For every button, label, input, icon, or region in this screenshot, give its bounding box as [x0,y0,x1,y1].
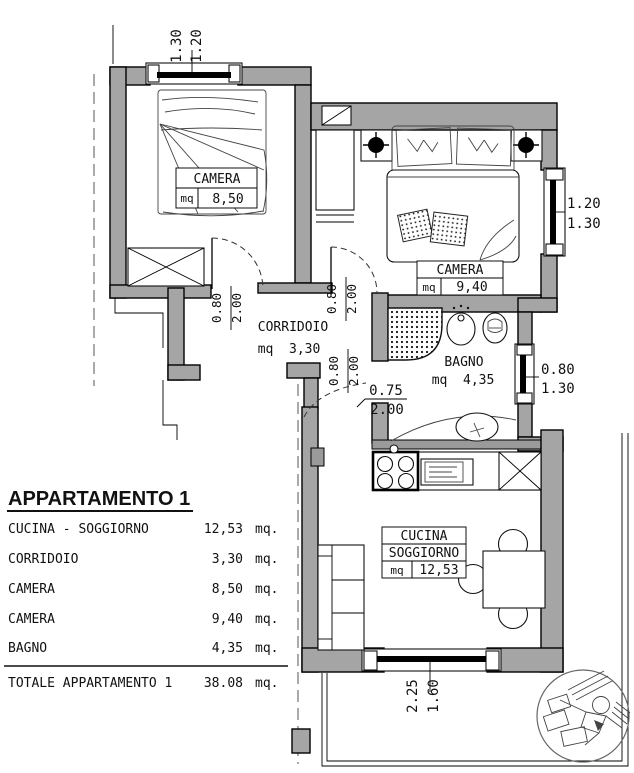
dim-w: 0.80 [324,283,339,315]
bed-camera2 [361,126,542,262]
dim-h: 2.25 [405,679,421,713]
wardrobe-camera1 [128,248,204,286]
legend-row-unit: mq. [255,612,279,627]
window-cucina [362,649,501,671]
room-name-corridoio: CORRIDOIO [257,320,329,335]
dim-door-corridoio [326,349,361,393]
room-name-cucina-1: CUCINA [400,529,448,544]
toilet [483,313,507,343]
dim-w: 0.80 [541,362,575,378]
room-name-bagno: BAGNO [444,355,484,370]
legend-total-name: TOTALE APPARTAMENTO 1 [8,676,173,691]
mq-label: mq [180,192,194,205]
label-box-cucina [382,527,466,578]
label-bagno [432,355,495,388]
door-camera1 [212,238,263,289]
dim-h: 1.30 [567,216,601,232]
legend-row-name: CAMERA [8,582,55,597]
legend-row-unit: mq. [255,582,279,597]
shower [388,308,442,360]
legend-row-unit: mq. [255,641,279,656]
legend-total-row [8,676,278,691]
legend-row-value: 8,50 [211,582,243,597]
wardrobe-camera2 [316,130,354,222]
dim-door-bagno [357,383,407,418]
legend-row [8,552,278,567]
kitchen-counter [373,445,541,490]
dim-w: 1.20 [189,29,205,63]
deco-pillow-2 [430,212,467,246]
legend-row-unit: mq. [255,522,279,537]
mq-label: mq [422,281,436,294]
legend-row [8,582,278,597]
legend-row [8,522,278,537]
legend-row-name: CUCINA - SOGGIORNO [8,522,149,537]
legend-total-unit: mq. [255,676,279,691]
legend-row-unit: mq. [255,552,279,567]
architect-logo-icon [537,670,630,762]
room-area-bagno: mq 4,35 [431,373,495,388]
sofa [318,545,364,650]
legend-row-name: CORRIDOIO [8,552,79,567]
legend-row [8,612,278,627]
legend-row-name: BAGNO [8,641,48,656]
room-name-camera2: CAMERA [436,263,484,278]
legend-row-value: 12,53 [203,522,243,537]
dim-w: 0.80 [326,355,341,387]
window-camera1 [146,63,242,84]
tap [390,445,398,453]
dim-w: 0.80 [209,292,224,324]
room-name-cucina-2: SOGGIORNO [388,546,460,561]
sink [391,413,516,441]
deco-pillow-1 [398,209,433,242]
legend-row [8,641,278,656]
dining-table [459,530,546,629]
dim-w: 1.60 [426,679,442,713]
legend-table [4,488,288,691]
label-box-camera1 [176,168,257,208]
dim-h: 1.30 [541,381,575,397]
dim-h: 1.30 [169,29,185,63]
dim-door-camera1 [209,286,244,330]
legend-title: APPARTAMENTO 1 [8,488,191,510]
room-name-camera1: CAMERA [193,172,241,187]
legend-row-name: CAMERA [8,612,55,627]
legend-row-value: 3,30 [211,552,243,567]
legend-underline [7,510,193,512]
dim-h: 2.00 [229,292,244,324]
legend-row-value: 4,35 [211,641,243,656]
dim-h: 2.00 [344,283,359,315]
dim-h: 2.00 [370,402,404,418]
window-bagno [515,344,534,404]
legend-total-value: 38.08 [203,676,243,691]
label-box-camera2 [417,261,503,295]
room-area-corridoio: mq 3,30 [257,342,321,357]
dim-w: 1.20 [567,196,601,212]
mq-label: mq [390,564,404,577]
dim-w: 0.75 [369,383,403,399]
dim-h: 2.00 [346,355,361,387]
legend-row-value: 9,40 [211,612,243,627]
room-area-cucina: 12,53 [419,563,459,578]
room-area-camera1: 8,50 [212,192,244,207]
room-area-camera2: 9,40 [456,280,488,295]
label-corridoio [258,320,329,357]
